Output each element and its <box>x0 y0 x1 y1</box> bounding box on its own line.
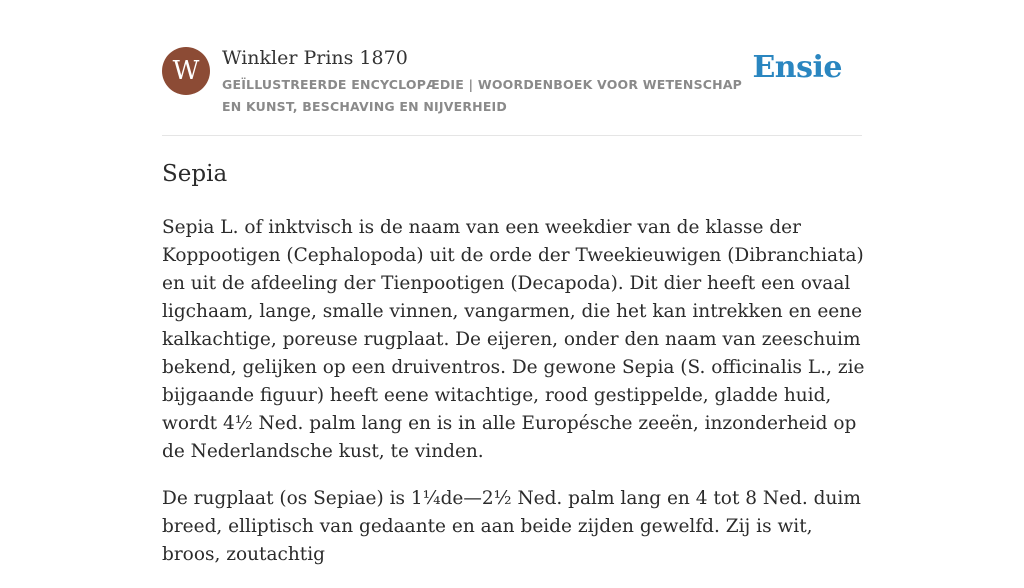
ensie-logo[interactable]: Ensie <box>752 50 842 85</box>
article-paragraph: De rugplaat (os Sepiae) is 1¼de—2½ Ned. palm lang en 4 tot 8 Ned. duim breed, elliptisch van gedaante en aan beide zijden gewelfd. Zij is wit, broos, zoutachtig <box>162 488 861 565</box>
source-info <box>222 44 762 118</box>
source-title-link[interactable]: Winkler Prins 1870 <box>222 47 408 69</box>
article <box>162 156 867 588</box>
source-header <box>162 44 862 136</box>
article-paragraph: Sepia L. of inktvisch is de naam van een weekdier van de klasse der Koppootigen (Cephalopoda) uit de orde der Tweekieuwigen (Dibranchiata) en uit de afdeeling der Tienpootigen (Decapoda). Dit dier heeft een ovaal ligchaam, lange, smalle vinnen, vangarmen, die het kan intrekken en eene kalkachtige, poreuse rugplaat. De eijeren, onder den naam van zeeschuim bekend, gelijken op een druiventros. De gewone Sepia (S. officinalis L., zie bijgaande figuur) heeft eene witachtige, rood gestippelde, gladde huid, wordt 4½ Ned. palm lang en is in alle Europésche zeeën, inzonderheid op de Nederlandsche kust, te vinden. <box>162 217 865 462</box>
source-avatar[interactable]: W <box>162 47 210 95</box>
article-title: Sepia <box>162 161 228 187</box>
source-subtitle: GEÏLLUSTREERDE ENCYCLOPÆDIE | WOORDENBOEK VOOR WETENSCHAP EN KUNST, BESCHAVING EN NIJVERHEID <box>222 77 743 114</box>
